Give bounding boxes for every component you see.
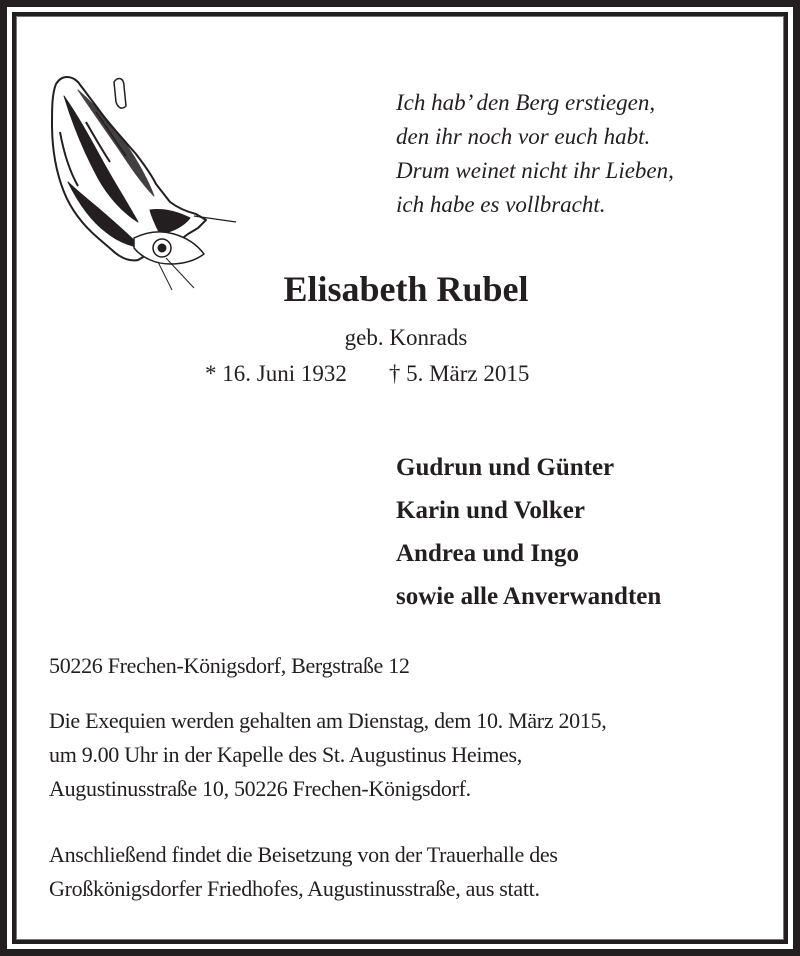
mourners-list <box>396 446 661 618</box>
burial-info <box>49 838 558 906</box>
service-line: Die Exequien werden gehalten am Dienstag, dem 10. März 2015, <box>49 708 607 733</box>
burial-line: Anschließend findet die Beisetzung von der Trauerhalle des <box>49 842 558 867</box>
birth-name: geb. Konrads <box>344 325 468 350</box>
notice-inner-border <box>12 12 788 944</box>
poem-line: Drum weinet nicht ihr Lieben, <box>396 158 674 183</box>
mourner-entry: Gudrun und Günter <box>396 454 615 481</box>
poem <box>396 86 674 222</box>
deceased-name: Elisabeth Rubel <box>283 269 529 309</box>
poem-line: Ich hab’ den Berg erstiegen, <box>396 90 656 115</box>
mourner-entry: Andrea und Ingo <box>396 540 579 567</box>
service-line: Augustinusstraße 10, 50226 Frechen-Königsdorf. <box>49 776 471 801</box>
address: 50226 Frechen-Königsdorf, Bergstraße 12 <box>49 653 410 678</box>
poem-line: ich habe es vollbracht. <box>396 192 606 217</box>
birth-date: * 16. Juni 1932 <box>205 361 347 386</box>
poem-line: den ihr noch vor euch habt. <box>396 124 651 149</box>
mourner-entry: sowie alle Anverwandten <box>396 583 662 610</box>
notice-frame <box>7 7 793 949</box>
life-dates <box>205 361 529 387</box>
burial-line: Großkönigsdorfer Friedhofes, Augustinusstraße, aus statt. <box>49 876 540 901</box>
service-info <box>49 704 606 806</box>
service-line: um 9.00 Uhr in der Kapelle des St. Augustinus Heimes, <box>49 742 522 767</box>
mourner-entry: Karin und Volker <box>396 497 585 524</box>
death-date: † 5. März 2015 <box>388 361 530 386</box>
praying-hands-icon <box>38 62 238 292</box>
